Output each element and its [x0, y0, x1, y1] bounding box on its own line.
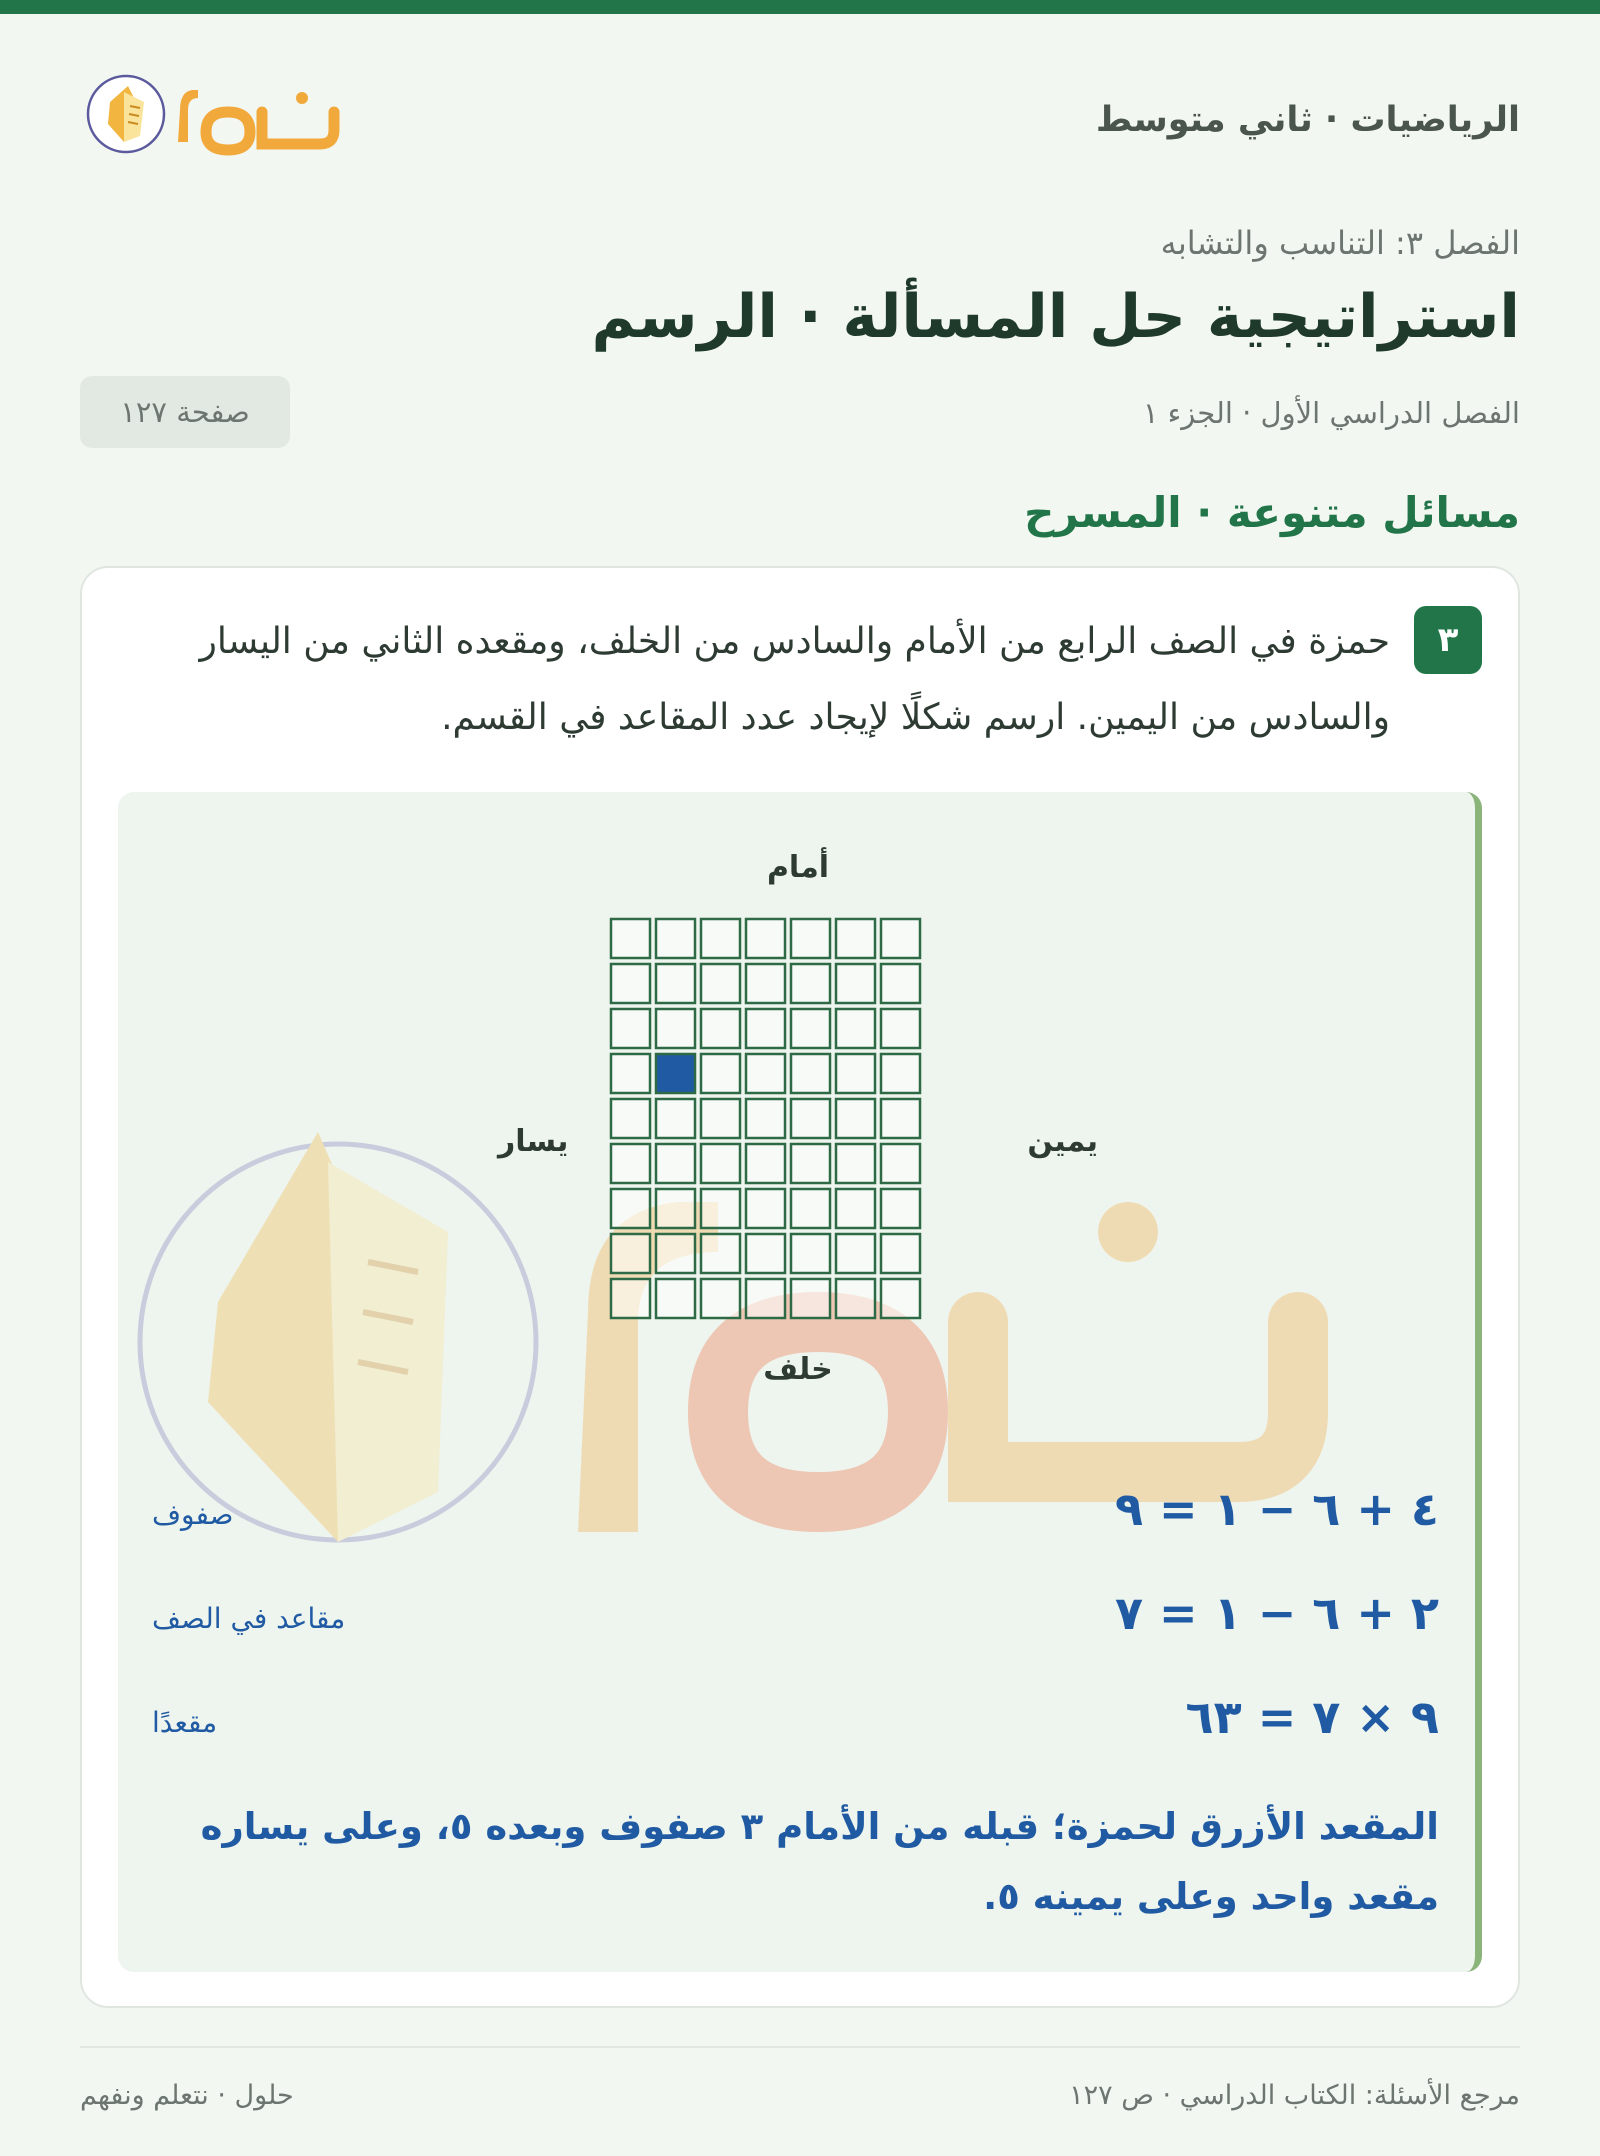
seat: [746, 1189, 785, 1228]
seat: [881, 1279, 920, 1318]
equation-total: ٩ × ٧ = ٦٣: [1185, 1690, 1439, 1744]
seat: [746, 1144, 785, 1183]
seat: [701, 964, 740, 1003]
label-front: أمام: [766, 850, 830, 885]
seat: [791, 919, 830, 958]
seat: [836, 1234, 875, 1273]
lesson-title: استراتيجية حل المسألة · الرسم: [591, 282, 1520, 352]
seat: [611, 1054, 650, 1093]
top-accent-bar: [0, 0, 1600, 14]
seat: [836, 919, 875, 958]
seat: [836, 1144, 875, 1183]
seat: [611, 964, 650, 1003]
footer-brand: حلول · نتعلم ونفهم: [80, 2080, 294, 2111]
seat: [701, 919, 740, 958]
seat: [656, 1189, 695, 1228]
seat: [746, 1054, 785, 1093]
page-header: [80, 62, 1520, 182]
seat: [881, 1009, 920, 1048]
seat: [656, 1234, 695, 1273]
seat: [791, 1009, 830, 1048]
seat: [791, 1234, 830, 1273]
seat: [836, 1009, 875, 1048]
seat: [746, 919, 785, 958]
page-badge: صفحة ١٢٧: [80, 376, 290, 448]
seat-hamza: [656, 1054, 695, 1093]
seat: [701, 1189, 740, 1228]
seat: [656, 1099, 695, 1138]
label-back: خلف: [763, 1352, 833, 1387]
seat: [701, 1099, 740, 1138]
seat: [791, 1099, 830, 1138]
seat: [701, 1054, 740, 1093]
seat: [836, 1189, 875, 1228]
seat: [881, 919, 920, 958]
footer-reference: مرجع الأسئلة: الكتاب الدراسي · ص ١٢٧: [1069, 2080, 1520, 2111]
label-left: يسار: [498, 1124, 569, 1159]
seat: [791, 1054, 830, 1093]
seat: [881, 1099, 920, 1138]
seat: [656, 1279, 695, 1318]
question-number: ٣: [1414, 606, 1482, 674]
seat: [746, 1009, 785, 1048]
equation-seats-per-row-label: مقاعد في الصف: [152, 1602, 346, 1635]
seat: [611, 1099, 650, 1138]
seat: [881, 1054, 920, 1093]
seat: [611, 1234, 650, 1273]
section-title: مسائل متنوعة · المسرح: [1024, 488, 1520, 537]
equation-rows-label: صفوف: [152, 1498, 234, 1531]
seat: [746, 1099, 785, 1138]
seat: [836, 1099, 875, 1138]
seat: [791, 1144, 830, 1183]
seat: [836, 1054, 875, 1093]
hulul-logo: [80, 62, 380, 182]
solution-conclusion: المقعد الأزرق لحمزة؛ قبله من الأمام ٣ صفوف وبعده ٥، وعلى يساره مقعد واحد وعلى يمينه ٥.: [200, 1805, 1439, 1918]
seat: [881, 964, 920, 1003]
seat: [836, 964, 875, 1003]
seat: [881, 1144, 920, 1183]
equation-seats-per-row: ٢ + ٦ − ١ = ٧: [1114, 1586, 1439, 1640]
seat: [611, 1189, 650, 1228]
seat: [656, 1009, 695, 1048]
seat: [656, 964, 695, 1003]
seat: [656, 919, 695, 958]
equation-rows: ٤ + ٦ − ١ = ٩: [1114, 1482, 1439, 1536]
seat-grid: [608, 916, 968, 1336]
seat: [701, 1279, 740, 1318]
seat: [791, 964, 830, 1003]
seat: [836, 1279, 875, 1318]
seat: [701, 1234, 740, 1273]
seat: [656, 1144, 695, 1183]
seat: [746, 1234, 785, 1273]
seat: [881, 1234, 920, 1273]
seat: [881, 1189, 920, 1228]
subject-title: الرياضيات · ثاني متوسط: [1095, 100, 1520, 140]
seat: [611, 919, 650, 958]
seat: [791, 1189, 830, 1228]
seat: [746, 1279, 785, 1318]
seat: [701, 1009, 740, 1048]
seating-diagram: [498, 842, 1098, 1402]
seat: [791, 1279, 830, 1318]
footer-divider: [80, 2046, 1520, 2048]
seat: [746, 964, 785, 1003]
semester-label: الفصل الدراسي الأول · الجزء ١: [1142, 396, 1520, 430]
chapter-label: الفصل ٣: التناسب والتشابه: [1160, 224, 1520, 262]
solution-box: [118, 792, 1482, 1972]
label-right: يمين: [1027, 1124, 1098, 1159]
seat: [611, 1279, 650, 1318]
seat: [611, 1144, 650, 1183]
equation-total-label: مقعدًا: [152, 1706, 218, 1739]
seat: [611, 1009, 650, 1048]
seat: [701, 1144, 740, 1183]
question-card: [80, 566, 1520, 2008]
question-text: حمزة في الصف الرابع من الأمام والسادس من الخلف، ومقعده الثاني من اليسار والسادس من اليمين. ارسم شكلًا لإيجاد عدد المقاعد في القسم.: [199, 621, 1390, 738]
